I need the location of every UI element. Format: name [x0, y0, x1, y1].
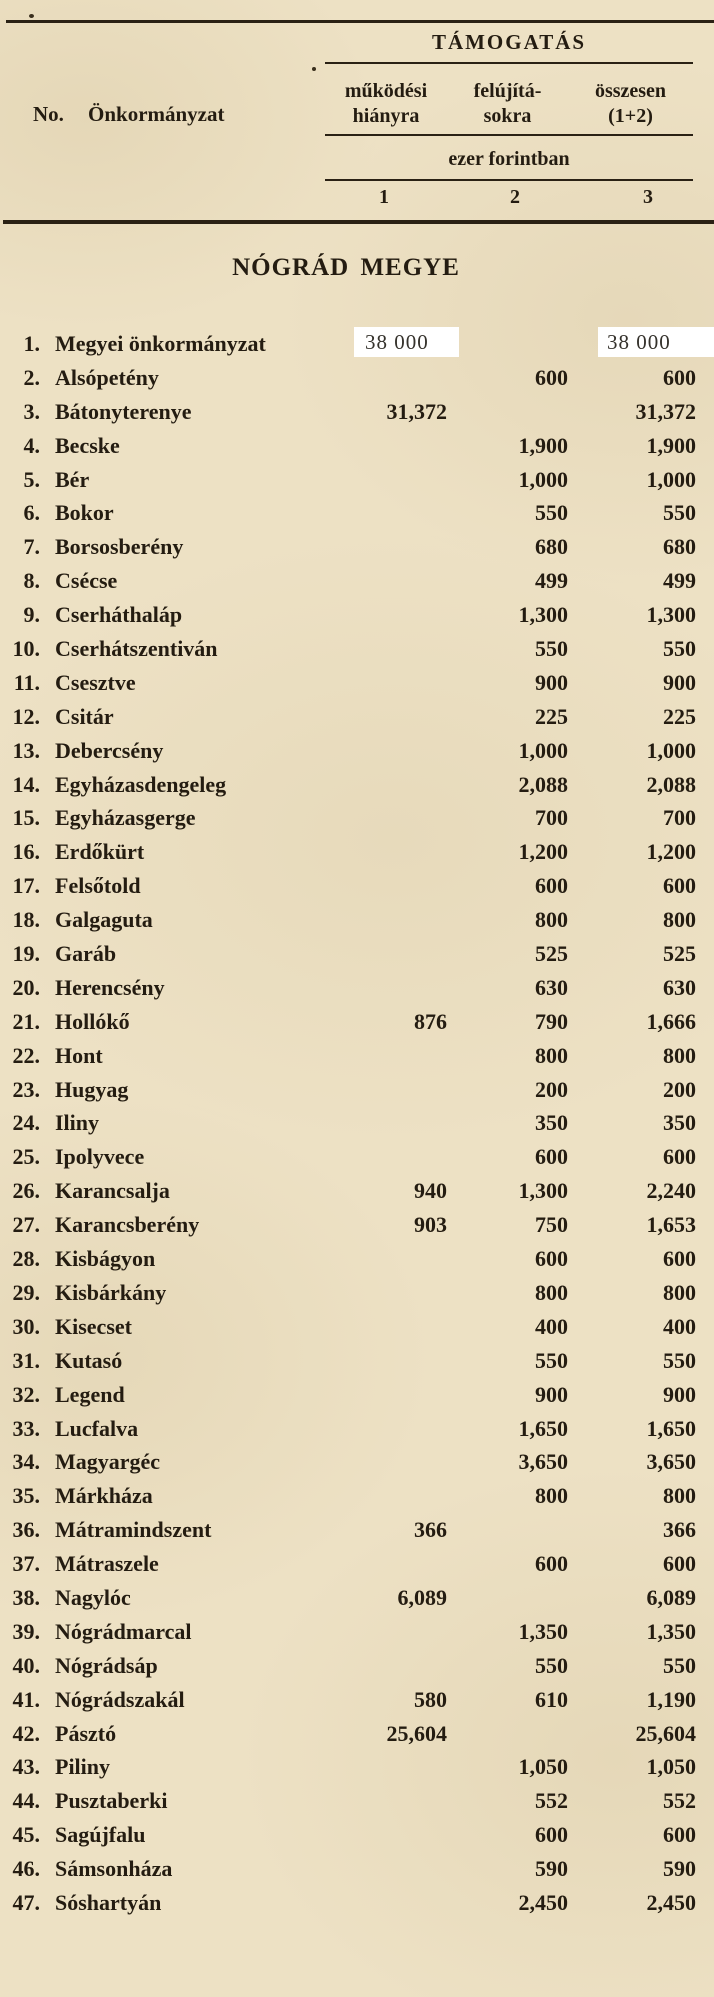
table-row [0, 1448, 696, 1482]
paper-speck [29, 14, 34, 18]
municipality-name: Hollókő [55, 1008, 130, 1034]
renovation-value: 525 [535, 941, 568, 967]
municipality-name: Felsőtold [55, 873, 141, 899]
municipality-name: Csécse [55, 568, 118, 594]
table-row [0, 838, 696, 872]
renovation-value: 1,350 [518, 1618, 568, 1644]
table-row [0, 974, 696, 1008]
row-number: 22. [12, 1042, 40, 1068]
municipality-name: Nógrádszakál [55, 1686, 185, 1712]
total-value: 900 [663, 1381, 696, 1407]
total-value: 600 [663, 1144, 696, 1170]
renovation-value: 600 [535, 1144, 568, 1170]
renovation-value: 1,300 [518, 1178, 568, 1204]
row-number: 42. [12, 1720, 40, 1746]
total-value: 550 [663, 1652, 696, 1678]
table-row [0, 1516, 696, 1550]
municipality-name: Erdőkürt [55, 839, 145, 865]
renovation-value: 600 [535, 1822, 568, 1848]
column-header-line: (1+2) [608, 105, 653, 127]
total-value: 552 [663, 1788, 696, 1814]
column-header-total [568, 79, 693, 129]
row-number: 32. [12, 1381, 40, 1407]
row-number: 36. [12, 1517, 40, 1543]
table-row [0, 533, 696, 567]
table-row [0, 1279, 696, 1313]
table-row [0, 398, 696, 432]
table-row [0, 1686, 696, 1720]
operating-deficit-value: 940 [414, 1178, 447, 1204]
renovation-value: 1,050 [518, 1754, 568, 1780]
row-number: 4. [23, 432, 40, 458]
renovation-value: 499 [535, 568, 568, 594]
renovation-value: 550 [535, 1652, 568, 1678]
table-row [0, 940, 696, 974]
total-value: 1,190 [646, 1686, 696, 1712]
row-number: 39. [12, 1618, 40, 1644]
municipality-name: Kisbárkány [55, 1279, 167, 1305]
table-row [0, 364, 696, 398]
operating-deficit-value: 366 [414, 1517, 447, 1543]
renovation-value: 552 [535, 1788, 568, 1814]
total-value: 1,000 [646, 737, 696, 763]
table-row [0, 1042, 696, 1076]
row-number: 29. [12, 1279, 40, 1305]
municipality-table [0, 330, 696, 1923]
row-number: 33. [12, 1415, 40, 1441]
table-row [0, 1076, 696, 1110]
table-row [0, 1855, 696, 1889]
total-value: 550 [663, 1347, 696, 1373]
total-value: 550 [663, 500, 696, 526]
row-number: 8. [23, 568, 40, 594]
total-value: 499 [663, 568, 696, 594]
municipality-name: Nógrádsáp [55, 1652, 158, 1678]
renovation-value: 200 [535, 1076, 568, 1102]
table-row [0, 1889, 696, 1923]
row-number: 34. [12, 1449, 40, 1475]
table-row [0, 1618, 696, 1652]
table-row [0, 1109, 696, 1143]
total-value: 800 [663, 1279, 696, 1305]
table-row [0, 1177, 696, 1211]
row-number: 13. [12, 737, 40, 763]
unit-label: ezer forintban [448, 148, 570, 170]
renovation-value: 900 [535, 669, 568, 695]
column-headers [325, 79, 693, 129]
total-value: 600 [663, 1551, 696, 1577]
renovation-value: 750 [535, 1212, 568, 1238]
total-value: 225 [663, 703, 696, 729]
table-row [0, 1211, 696, 1245]
municipality-name: Alsópetény [55, 364, 159, 390]
total-value: 600 [663, 1822, 696, 1848]
row-number: 23. [12, 1076, 40, 1102]
table-row [0, 466, 696, 500]
row-number: 20. [12, 974, 40, 1000]
row-number: 44. [12, 1788, 40, 1814]
renovation-value: 800 [535, 1483, 568, 1509]
total-value: 600 [663, 364, 696, 390]
total-value: 2,088 [646, 771, 696, 797]
renovation-value: 1,300 [518, 602, 568, 628]
total-value: 1,000 [646, 466, 696, 492]
row-number: 3. [23, 398, 40, 424]
total-value: 1,200 [646, 839, 696, 865]
total-value: 200 [663, 1076, 696, 1102]
table-row [0, 669, 696, 703]
renovation-value: 600 [535, 1246, 568, 1272]
total-value: 1,300 [646, 602, 696, 628]
top-rule [6, 20, 714, 23]
total-value: 25,604 [635, 1720, 696, 1746]
renovation-value: 680 [535, 534, 568, 560]
renovation-value: 550 [535, 636, 568, 662]
total-value: 3,650 [646, 1449, 696, 1475]
municipality-name: Debercsény [55, 737, 164, 763]
municipality-name: Pásztó [55, 1720, 117, 1746]
operating-deficit-value: 580 [414, 1686, 447, 1712]
total-value: 700 [663, 805, 696, 831]
table-row [0, 1821, 696, 1855]
municipality-name: Hugyag [55, 1076, 129, 1102]
row-number: 15. [12, 805, 40, 831]
support-group-header: TÁMOGATÁS [431, 30, 587, 54]
header-rule [325, 179, 693, 181]
table-row [0, 1008, 696, 1042]
renovation-value: 1,200 [518, 839, 568, 865]
row-number: 25. [12, 1144, 40, 1170]
total-value: 1,653 [646, 1212, 696, 1238]
table-row [0, 1313, 696, 1347]
renovation-value: 550 [535, 500, 568, 526]
municipality-name: Bátonyterenye [55, 398, 192, 424]
row-number: 12. [12, 703, 40, 729]
operating-deficit-value: 25,604 [386, 1720, 447, 1746]
operating-deficit-value: 903 [414, 1212, 447, 1238]
row-number: 30. [12, 1313, 40, 1339]
column-header-line: sokra [483, 105, 532, 127]
column-header-line: működési [344, 80, 428, 102]
total-value: 600 [663, 1246, 696, 1272]
row-number: 43. [12, 1754, 40, 1780]
total-value: 400 [663, 1313, 696, 1339]
column-header-renovations [447, 79, 568, 129]
table-row [0, 432, 696, 466]
municipality-name: Legend [55, 1381, 125, 1407]
renovation-value: 2,450 [518, 1889, 568, 1915]
total-value: 680 [663, 534, 696, 560]
row-number: 16. [12, 839, 40, 865]
row-number: 47. [12, 1889, 40, 1915]
row-number: 11. [13, 669, 40, 695]
total-value: 2,240 [646, 1178, 696, 1204]
row-number: 26. [12, 1178, 40, 1204]
renovation-value: 790 [535, 1008, 568, 1034]
paper-speck [312, 67, 316, 71]
total-value: 900 [663, 669, 696, 695]
municipality-name: Sóshartyán [55, 1889, 162, 1915]
municipality-name: Mátramindszent [55, 1517, 212, 1543]
total-value: 2,450 [646, 1889, 696, 1915]
table-row [0, 804, 696, 838]
municipality-name: Piliny [55, 1754, 111, 1780]
row-number: 41. [12, 1686, 40, 1712]
municipality-name: Borsosberény [55, 534, 184, 560]
total-value: 1,050 [646, 1754, 696, 1780]
row-number: 28. [12, 1246, 40, 1272]
table-row [0, 567, 696, 601]
municipality-name: Csesztve [55, 669, 136, 695]
municipality-name: Bér [55, 466, 90, 492]
column-header-operating-deficit [325, 79, 447, 129]
municipality-name: Kisbágyon [55, 1246, 156, 1272]
table-row [0, 1381, 696, 1415]
renovation-value: 630 [535, 974, 568, 1000]
table-row [0, 737, 696, 771]
municipality-name: Galgaguta [55, 907, 153, 933]
renovation-value: 400 [535, 1313, 568, 1339]
renovation-value: 1,650 [518, 1415, 568, 1441]
operating-deficit-value: 876 [414, 1008, 447, 1034]
renovation-value: 1,000 [518, 737, 568, 763]
total-value: 800 [663, 1042, 696, 1068]
table-row [0, 330, 696, 364]
row-number: 38. [12, 1584, 40, 1610]
municipality-name: Mátraszele [55, 1551, 159, 1577]
municipality-name: Cserháthaláp [55, 602, 183, 628]
operating-deficit-value: 6,089 [397, 1584, 447, 1610]
municipality-name: Márkháza [55, 1483, 153, 1509]
renovation-value: 800 [535, 1279, 568, 1305]
renovation-value: 1,900 [518, 432, 568, 458]
table-row [0, 1482, 696, 1516]
municipality-name: Nagylóc [55, 1584, 131, 1610]
municipality-name: Egyházasgerge [55, 805, 196, 831]
total-value: 1,650 [646, 1415, 696, 1441]
municipality-name: Egyházasdengeleg [55, 771, 227, 797]
total-value: 800 [663, 907, 696, 933]
row-number: 9. [23, 602, 40, 628]
row-number: 19. [12, 941, 40, 967]
row-number: 1. [23, 331, 40, 356]
column-header-line: hiányra [352, 105, 420, 127]
column-header-line: felújítá- [473, 80, 542, 102]
municipality-name: Herencsény [55, 974, 165, 1000]
municipality-name: Magyargéc [55, 1449, 161, 1475]
total-value: 1,350 [646, 1618, 696, 1644]
total-value: 525 [663, 941, 696, 967]
municipality-name: Csitár [55, 703, 114, 729]
municipality-name: Iliny [55, 1110, 100, 1136]
row-number: 46. [12, 1856, 40, 1882]
municipality-name: Pusztaberki [55, 1788, 168, 1814]
municipality-name: Nógrádmarcal [55, 1618, 192, 1644]
row-number: 37. [12, 1551, 40, 1577]
header-rule [325, 62, 693, 64]
municipality-name: Kutasó [55, 1347, 123, 1373]
table-row [0, 771, 696, 805]
table-row [0, 1753, 696, 1787]
no-column-label: No. [33, 102, 64, 126]
renovation-value: 800 [535, 907, 568, 933]
total-value: 600 [663, 873, 696, 899]
row-number: 10. [12, 636, 40, 662]
total-value: 350 [663, 1110, 696, 1136]
table-row [0, 1245, 696, 1279]
row-number: 45. [12, 1822, 40, 1848]
table-row [0, 1584, 696, 1618]
table-row [0, 872, 696, 906]
row-number: 24. [12, 1110, 40, 1136]
total-value: 1,666 [646, 1008, 696, 1034]
total-value: 550 [663, 636, 696, 662]
operating-deficit-value: 31,372 [386, 398, 447, 424]
row-number: 14. [12, 771, 40, 797]
municipality-name: Sámsonháza [55, 1856, 173, 1882]
municipality-name: Hont [55, 1042, 103, 1068]
row-number: 27. [12, 1212, 40, 1238]
table-row [0, 601, 696, 635]
corrected-value-patch: 38 000 [598, 327, 714, 357]
row-number: 21. [12, 1008, 40, 1034]
municipality-name: Cserhátszentiván [55, 636, 218, 662]
section-title: NÓGRÁD MEGYE [232, 254, 460, 281]
municipality-name: Sagújfalu [55, 1822, 146, 1848]
municipality-name: Ipolyvece [55, 1144, 145, 1170]
renovation-value: 800 [535, 1042, 568, 1068]
total-value: 630 [663, 974, 696, 1000]
renovation-value: 600 [535, 873, 568, 899]
municipality-name: Megyei önkormányzat [55, 331, 266, 356]
table-row [0, 906, 696, 940]
table-row [0, 1787, 696, 1821]
total-value: 31,372 [635, 398, 696, 424]
renovation-value: 225 [535, 703, 568, 729]
table-row [0, 635, 696, 669]
row-number: 40. [12, 1652, 40, 1678]
row-number: 17. [12, 873, 40, 899]
total-value: 6,089 [646, 1584, 696, 1610]
municipality-name: Becske [55, 432, 120, 458]
renovation-value: 700 [535, 805, 568, 831]
row-number: 7. [23, 534, 40, 560]
row-number: 18. [12, 907, 40, 933]
renovation-value: 600 [535, 364, 568, 390]
row-number: 31. [12, 1347, 40, 1373]
table-row [0, 703, 696, 737]
renovation-value: 350 [535, 1110, 568, 1136]
header-rule [325, 134, 693, 136]
table-row [0, 499, 696, 533]
renovation-value: 900 [535, 1381, 568, 1407]
municipality-name: Garáb [55, 941, 117, 967]
renovation-value: 550 [535, 1347, 568, 1373]
total-value: 1,900 [646, 432, 696, 458]
row-number: 35. [12, 1483, 40, 1509]
row-number: 2. [23, 364, 40, 390]
table-row [0, 1415, 696, 1449]
total-value: 366 [663, 1517, 696, 1543]
row-number: 6. [23, 500, 40, 526]
renovation-value: 610 [535, 1686, 568, 1712]
municipality-name: Karancsalja [55, 1178, 170, 1204]
table-row [0, 1347, 696, 1381]
table-row [0, 1143, 696, 1177]
corrected-value-patch: 38 000 [354, 327, 459, 357]
column-header-line: összesen [594, 80, 667, 102]
total-value: 800 [663, 1483, 696, 1509]
municipality-column-label: Önkormányzat [88, 102, 225, 126]
municipality-name: Lucfalva [55, 1415, 139, 1441]
renovation-value: 2,088 [518, 771, 568, 797]
table-row [0, 1720, 696, 1754]
column-number-2: 2 [510, 186, 520, 208]
table-row [0, 1652, 696, 1686]
column-number-3: 3 [643, 186, 653, 208]
header-bottom-rule [3, 220, 714, 224]
municipality-name: Kisecset [55, 1313, 132, 1339]
total-value: 590 [663, 1856, 696, 1882]
renovation-value: 1,000 [518, 466, 568, 492]
renovation-value: 3,650 [518, 1449, 568, 1475]
municipality-name: Karancsberény [55, 1212, 200, 1238]
column-number-1: 1 [379, 186, 389, 208]
municipality-name: Bokor [55, 500, 114, 526]
row-number: 5. [23, 466, 40, 492]
renovation-value: 600 [535, 1551, 568, 1577]
table-row [0, 1550, 696, 1584]
renovation-value: 590 [535, 1856, 568, 1882]
